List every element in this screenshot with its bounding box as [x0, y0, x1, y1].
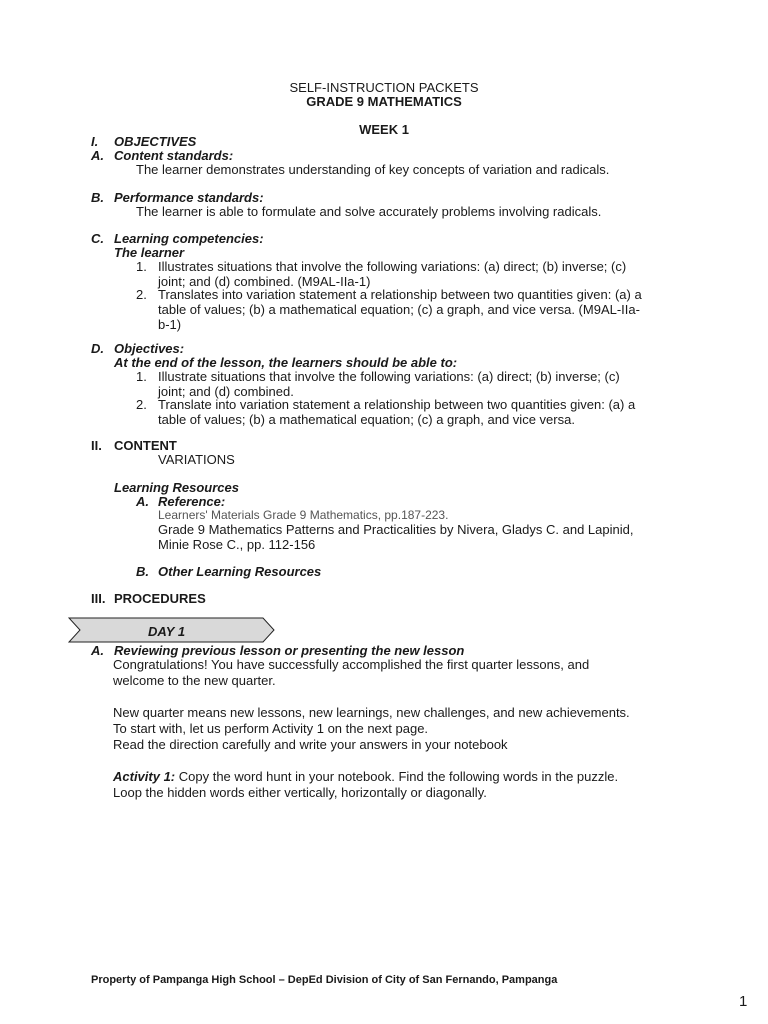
week-label: WEEK 1 [359, 122, 409, 137]
competency-item-1-line-2: joint; and (d) combined. (M9AL-IIa-1) [158, 274, 371, 289]
competency-item-2-number: 2. [136, 287, 147, 302]
procedures-heading: PROCEDURES [114, 591, 206, 606]
section-1-roman: I. [91, 134, 99, 149]
intro-paragraph-line-1: Congratulations! You have successfully accomplished the first quarter lessons, and [113, 657, 590, 672]
reference-1: Learners' Materials Grade 9 Mathematics, pp.187-223. [158, 508, 449, 522]
section-2-roman: II. [91, 438, 102, 453]
objective-item-1 [158, 369, 620, 399]
objectives-heading: OBJECTIVES [114, 134, 197, 149]
objective-item-1-line-1: Illustrate situations that involve the following variations: (a) direct; (b) inverse; (c) [158, 369, 620, 384]
performance-standards-text: The learner is able to formulate and solve accurately problems involving radicals. [136, 204, 602, 219]
activity-label: Activity 1: [113, 769, 176, 784]
content-standards-title: Content standards: [114, 148, 234, 163]
content-standards-letter: A. [91, 148, 104, 163]
learning-competencies-sub: The learner [114, 245, 185, 260]
objectives-d-title: Objectives: [114, 341, 185, 356]
reference-2-line-2: Minie Rose C., pp. 112-156 [158, 537, 316, 552]
procedure-a-title: Reviewing previous lesson or presenting the new lesson [114, 643, 465, 658]
objectives-d-letter: D. [91, 341, 104, 356]
performance-standards-letter: B. [91, 190, 104, 205]
activity-line-1 [113, 769, 618, 785]
learning-resources-title: Learning Resources [114, 480, 239, 495]
activity-line-2: Loop the hidden words either vertically, horizontally or diagonally. [113, 785, 487, 800]
footer-text: Property of Pampanga High School – DepEd Division of City of San Fernando, Pampanga [91, 974, 558, 986]
other-resources-title: Other Learning Resources [158, 564, 322, 579]
objective-item-1-number: 1. [136, 369, 147, 384]
reference-2 [158, 522, 633, 552]
reference-2-line-1: Grade 9 Mathematics Patterns and Practicalities by Nivera, Gladys C. and Lapinid, [158, 522, 634, 537]
competency-item-2-line-3: b-1) [158, 317, 182, 332]
instruction-paragraph [113, 705, 630, 753]
intro-paragraph-line-2: welcome to the new quarter. [113, 673, 276, 688]
subject-title: GRADE 9 MATHEMATICS [306, 94, 462, 109]
other-resources-letter: B. [136, 564, 149, 579]
procedure-a-letter: A. [91, 643, 104, 658]
instruction-paragraph-line-2: To start with, let us perform Activity 1 on the next page. [113, 721, 429, 736]
objective-item-1-line-2: joint; and (d) combined. [158, 384, 294, 399]
section-3-roman: III. [91, 591, 106, 606]
instruction-paragraph-line-1: New quarter means new lessons, new learnings, new challenges, and new achievements. [113, 705, 630, 720]
competency-item-2-line-1: Translates into variation statement a relationship between two quantities given: (a) a [158, 287, 642, 302]
day-label: DAY 1 [148, 624, 186, 639]
objective-item-2-line-1: Translate into variation statement a relationship between two quantities given: (a) a [158, 397, 636, 412]
page-number: 1 [739, 993, 748, 1010]
performance-standards-title: Performance standards: [114, 190, 264, 205]
content-topic: VARIATIONS [158, 452, 235, 467]
learning-competencies-title: Learning competencies: [114, 231, 264, 246]
instruction-paragraph-line-3: Read the direction carefully and write your answers in your notebook [113, 737, 508, 752]
reference-letter: A. [136, 494, 149, 509]
content-standards-text: The learner demonstrates understanding of key concepts of variation and radicals. [136, 162, 610, 177]
intro-paragraph [113, 657, 589, 689]
competency-item-2-line-2: table of values; (b) a mathematical equation; (c) a graph, and vice versa. (M9AL-IIa- [158, 302, 640, 317]
competency-item-2 [158, 287, 642, 332]
learning-competencies-letter: C. [91, 231, 104, 246]
activity-paragraph [113, 769, 618, 801]
objective-item-2-number: 2. [136, 397, 147, 412]
competency-item-1-line-1: Illustrates situations that involve the following variations: (a) direct; (b) inverse; (c) [158, 259, 627, 274]
objectives-d-sub: At the end of the lesson, the learners should be able to: [114, 355, 458, 370]
reference-title: Reference: [158, 494, 226, 509]
objective-item-2-line-2: table of values; (b) a mathematical equation; (c) a graph, and vice versa. [158, 412, 575, 427]
competency-item-1-number: 1. [136, 259, 147, 274]
competency-item-1 [158, 259, 626, 289]
activity-line-1-text: Copy the word hunt in your notebook. Find the following words in the puzzle. [175, 769, 619, 784]
objective-item-2 [158, 397, 635, 427]
content-heading: CONTENT [114, 438, 177, 453]
packet-title: SELF-INSTRUCTION PACKETS [289, 80, 479, 95]
